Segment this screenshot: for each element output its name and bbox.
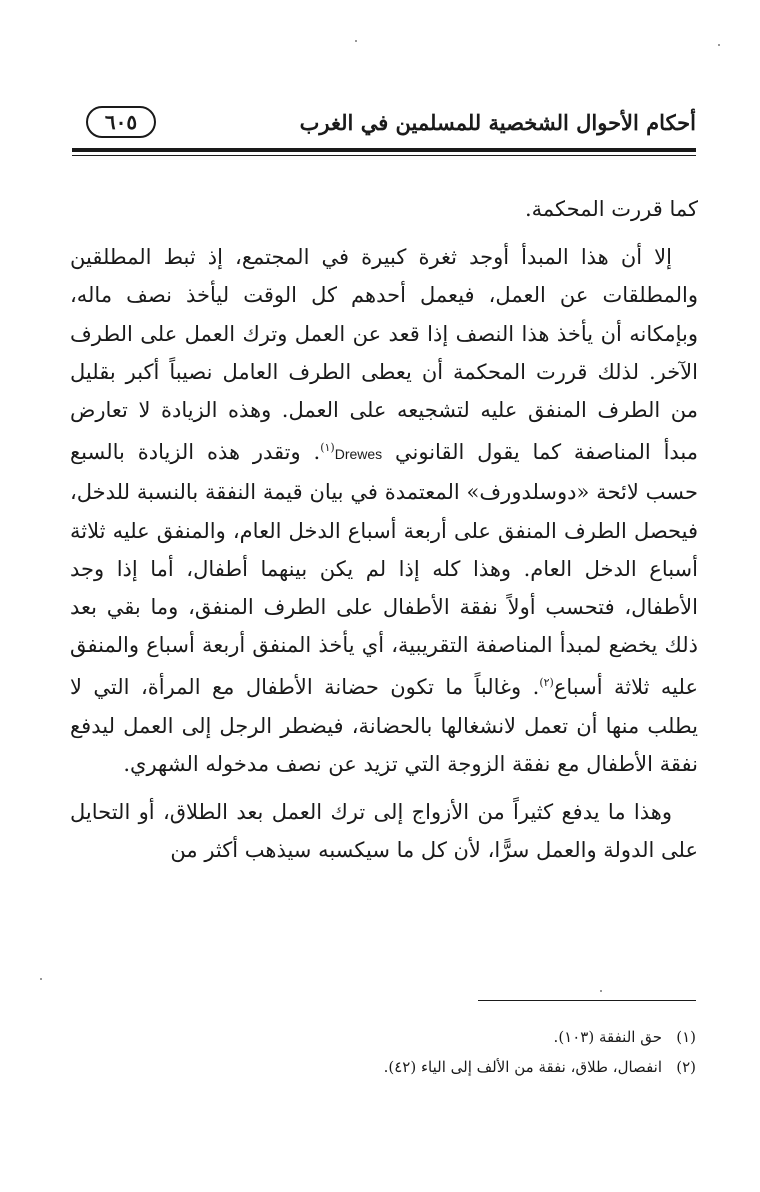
header-rule-thick [72, 148, 696, 152]
footnote-1 [72, 1022, 696, 1052]
footnotes [72, 1022, 696, 1082]
paragraph-3: وهذا ما يدفع كثيراً من الأزواج إلى ترك العمل بعد الطلاق، أو التحايل على الدولة والعمل سرًّا، لأن كل ما سيكسبه سيذهب أكثر من [70, 800, 698, 863]
footnote-number: (٢) [676, 1058, 696, 1076]
main-text [70, 190, 698, 879]
paragraph-2-part-b: . وتقدر هذه الزيادة بالسبع حسب لائحة «دوسلدورف» المعتمدة في بيان قيمة النفقة بالنسبة للدخل، فيحصل الطرف المنفق على أربعة أسباع الدخل العام، والمنفق عليه ثلاثة أسباع الدخل العام. وهذا كله إذا لم يكن بينهما أطفال، أما إذا وجد الأطفال، فتحسب أولاً نفقة الأطفال على الطرف المنفق، وما بقي بعد ذلك يخضع لمبدأ المناصفة التقريبية، أي يأخذ المنفق أربعة أسباع والمنفق عليه ثلاثة أسباع [70, 440, 698, 700]
footnote-separator [478, 1000, 696, 1001]
page-number: ٦٠٥ [86, 106, 156, 138]
footnote-text: انفصال، طلاق، نفقة من الألف إلى الياء (٤٢). [383, 1058, 662, 1076]
header-rule-thin [72, 155, 696, 156]
footnote-2 [72, 1052, 696, 1082]
page-header [72, 104, 696, 148]
latin-name: Drewes [334, 446, 383, 463]
paragraph-2-part-c: . وغالباً ما تكون حضانة الأطفال مع المرأة، التي لا يطلب منها أن تعمل لانشغالها بالحضانة، فيضطر الرجل إلى العمل ليدفع نفقة الأطفال مع نفقة الزوجة التي تزيد عن نصف مدخوله الشهري. [70, 675, 698, 776]
footnote-ref-2: (٢) [539, 676, 554, 690]
running-title: أحكام الأحوال الشخصية للمسلمين في الغرب [299, 110, 696, 135]
footnote-text: حق النفقة (١٠٣). [553, 1028, 662, 1046]
scan-speck [355, 40, 357, 42]
paragraph-2 [70, 238, 698, 783]
scan-speck [718, 44, 720, 46]
paragraph-1: كما قررت المحكمة. [524, 197, 698, 221]
paragraph-2-part-a: إلا أن هذا المبدأ أوجد ثغرة كبيرة في المجتمع، إذ ثبط المطلقين والمطلقات عن العمل، فيعمل أحدهم كل الوقت ليأخذ نصف ماله، وبإمكانه أن يأخذ هذا النصف إذا قعد عن العمل وترك العمل على الطرف الآخر. لذلك قررت المحكمة أن يعطى الطرف العامل نصيباً أكبر بقليل من الطرف المنفق عليه لتشجيعه على العمل. وهذه الزيادة لا تعارض مبدأ المناصفة كما يقول القانوني [70, 245, 699, 465]
footnote-ref-1: (١) [320, 441, 335, 455]
scan-speck [600, 990, 602, 992]
footnote-number: (١) [676, 1028, 696, 1046]
scan-speck [40, 978, 42, 980]
